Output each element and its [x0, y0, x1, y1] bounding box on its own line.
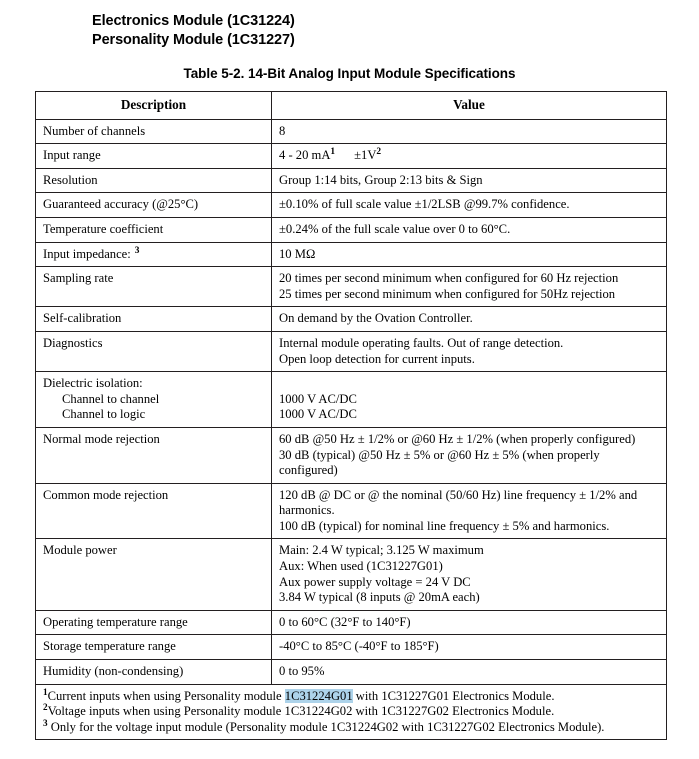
table-row — [36, 242, 667, 267]
footnote-item — [43, 704, 659, 720]
value-line: 3.84 W typical (8 inputs @ 20mA each) — [279, 590, 480, 605]
value-line: 0 to 95% — [279, 664, 325, 679]
footnote-marker: 3 — [134, 245, 140, 256]
column-header-description: Description — [36, 92, 272, 120]
row-value — [272, 267, 667, 307]
row-label: Self-calibration — [36, 307, 272, 332]
row-label: Common mode rejection — [36, 483, 272, 539]
heading-personality-module: Personality Module (1C31227) — [92, 32, 295, 48]
table-row — [36, 660, 667, 685]
table-row — [36, 610, 667, 635]
row-value — [272, 217, 667, 242]
value-line: 1000 V AC/DC — [279, 407, 357, 422]
footnote-item — [43, 717, 659, 736]
value-line: Aux power supply voltage = 24 V DC — [279, 574, 471, 589]
row-label-subitem: Channel to channel — [62, 391, 160, 406]
value-line: 30 dB (typical) @50 Hz ± 5% or @60 Hz ± 5% (when properly configured) — [279, 447, 600, 478]
table-header-row — [36, 92, 667, 120]
row-value — [272, 610, 667, 635]
row-label-subitem: Channel to logic — [62, 407, 146, 422]
value-line: ±0.24% of the full scale value over 0 to 60°C. — [279, 221, 511, 236]
heading-electronics-module: Electronics Module (1C31224) — [92, 13, 295, 29]
row-value — [272, 168, 667, 193]
value-line: 10 MΩ — [279, 246, 316, 261]
table-row — [36, 168, 667, 193]
row-value — [272, 427, 667, 483]
row-label-text: Input impedance: — [43, 246, 131, 261]
table-row — [36, 331, 667, 371]
table-row — [36, 144, 667, 169]
row-label: Number of channels — [36, 119, 272, 144]
value-text: 4 - 20 mA — [279, 148, 331, 163]
row-label: Storage temperature range — [36, 635, 272, 660]
value-line: 25 times per second minimum when configured for 50Hz rejection — [279, 286, 616, 301]
value-line: -40°C to 85°C (-40°F to 185°F) — [279, 639, 439, 654]
row-label: Sampling rate — [36, 267, 272, 307]
footnote-marker: 2 — [43, 702, 48, 713]
value-line: 1000 V AC/DC — [279, 391, 357, 406]
row-label: Module power — [36, 539, 272, 610]
row-label: Normal mode rejection — [36, 427, 272, 483]
row-value — [272, 331, 667, 371]
value-line: Open loop detection for current inputs. — [279, 351, 475, 366]
row-value — [272, 660, 667, 685]
row-value — [272, 372, 667, 428]
value-line: Group 1:14 bits, Group 2:13 bits & Sign — [279, 172, 483, 187]
row-label: Humidity (non-condensing) — [36, 660, 272, 685]
row-value — [272, 483, 667, 539]
value-line: ±0.10% of full scale value ±1/2LSB @99.7% confidence. — [279, 197, 570, 212]
value-line: 0 to 60°C (32°F to 140°F) — [279, 614, 411, 629]
footnote-item — [43, 686, 659, 705]
table-row — [36, 427, 667, 483]
footnote-marker: 1 — [330, 147, 336, 157]
row-label: Guaranteed accuracy (@25°C) — [36, 193, 272, 218]
value-line: Aux: When used (1C31227G01) — [279, 559, 443, 574]
table-row — [36, 307, 667, 332]
value-line: 8 — [279, 123, 286, 138]
table-row — [36, 483, 667, 539]
table-caption: Table 5-2. 14-Bit Analog Input Module Specifications — [183, 66, 516, 81]
value-line: Main: 2.4 W typical; 3.125 W maximum — [279, 543, 484, 558]
table-row — [36, 119, 667, 144]
value-line: 100 dB (typical) for nominal line frequency ± 5% and harmonics. — [279, 518, 610, 533]
value-line — [279, 376, 659, 392]
table-row — [36, 217, 667, 242]
row-value — [272, 193, 667, 218]
value-text: ±1V — [354, 148, 377, 163]
row-label — [36, 242, 272, 267]
value-line: 20 times per second minimum when configured for 60 Hz rejection — [279, 271, 619, 286]
row-label: Resolution — [36, 168, 272, 193]
row-value — [272, 144, 667, 169]
document-headings — [92, 12, 295, 50]
column-header-value: Value — [272, 92, 667, 120]
value-line: 60 dB @50 Hz ± 1/2% or @60 Hz ± 1/2% (when properly configured) — [279, 431, 636, 446]
footnote-text: with 1C31227G01 Electronics Module. — [352, 688, 555, 703]
row-value — [272, 307, 667, 332]
row-label: Temperature coefficient — [36, 217, 272, 242]
table-row — [36, 635, 667, 660]
row-value — [272, 119, 667, 144]
table-row — [36, 539, 667, 610]
specifications-table — [35, 91, 667, 740]
value-line: On demand by the Ovation Controller. — [279, 311, 473, 326]
footnote-text: Current inputs when using Personality module — [47, 688, 285, 703]
footnote-text: Only for the voltage input module (Personality module 1C31224G02 with 1C31227G02 Electronics Module). — [47, 719, 605, 734]
footnote-marker: 2 — [376, 147, 382, 157]
footnote-marker: 1 — [43, 686, 48, 697]
value-line — [279, 148, 659, 164]
footnotes-block — [36, 684, 667, 740]
row-value — [272, 635, 667, 660]
row-label — [36, 372, 272, 428]
specifications-table-container — [35, 91, 666, 740]
table-row — [36, 372, 667, 428]
row-value — [272, 539, 667, 610]
footnote-text: Voltage inputs when using Personality module 1C31224G02 with 1C31227G02 Electronics Module. — [47, 704, 555, 719]
row-label: Diagnostics — [36, 331, 272, 371]
table-row — [36, 267, 667, 307]
row-label: Operating temperature range — [36, 610, 272, 635]
table-row — [36, 193, 667, 218]
table-footnotes-row — [36, 684, 667, 740]
row-label-text: Dielectric isolation: — [43, 376, 143, 391]
value-line: Internal module operating faults. Out of range detection. — [279, 335, 564, 350]
row-value — [272, 242, 667, 267]
footnote-marker: 3 — [43, 717, 48, 728]
value-line: 120 dB @ DC or @ the nominal (50/60 Hz) line frequency ± 1/2% and harmonics. — [279, 487, 638, 518]
selected-text-highlight[interactable]: 1C31224G01 — [284, 688, 353, 703]
row-label: Input range — [36, 144, 272, 169]
